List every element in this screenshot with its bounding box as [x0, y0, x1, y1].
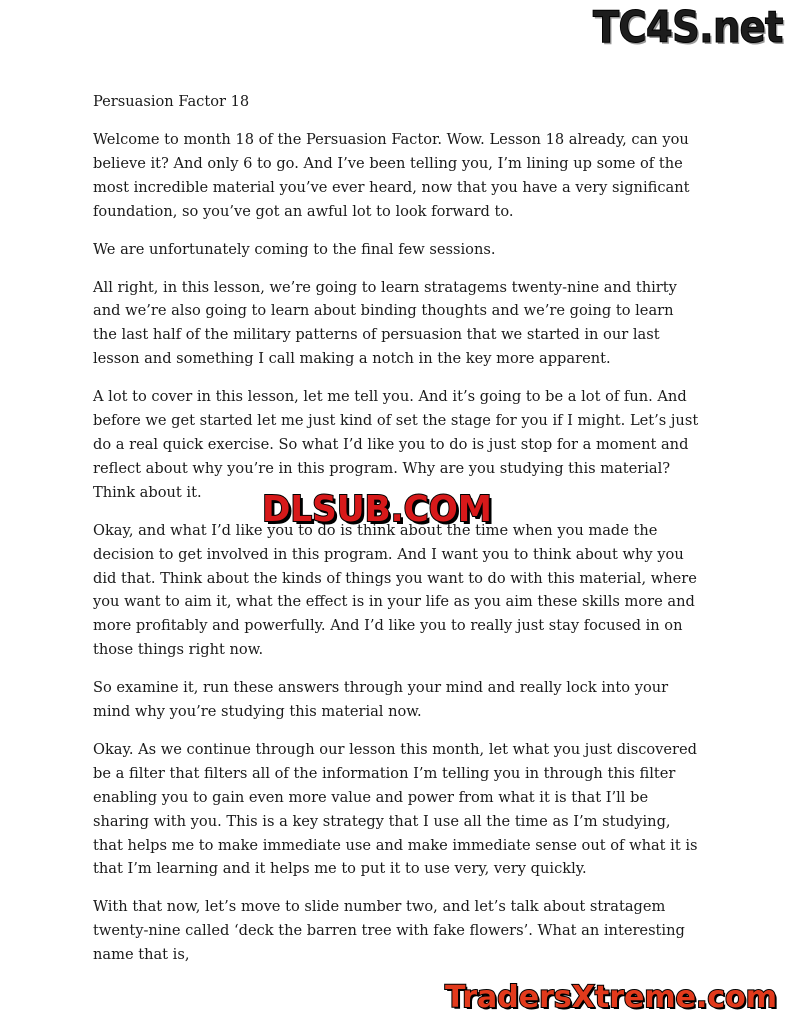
paragraph-4: A lot to cover in this lesson, let me tell you. And it’s going to be a lot of fun. And before we get started let me just kind of set the stage for you if I might. Let’s just do a real quick exercise. So what I’d like you to do is just stop for a moment and reflect about why you’re in this program. Why are you studying this material? Think about it. — [93, 388, 699, 501]
paragraph-2: We are unfortunately coming to the final few sessions. — [93, 240, 496, 258]
paragraph-6: So examine it, run these answers through your mind and really lock into your mind why you’re studying this material now. — [93, 679, 669, 721]
watermark-tc4s: TC4S.net — [593, 2, 783, 53]
watermark-tradersxtreme: TradersXtreme.com — [445, 980, 777, 1015]
watermark-dlsub: DLSUB.COM — [262, 489, 492, 530]
paragraph-8: With that now, let’s move to slide number two, and let’s talk about stratagem twenty-nine called ‘deck the barren tree with fake flowers’. What an interesting name that is, — [93, 898, 685, 964]
paragraph-5: Okay, and what I’d like you to do is think about the time when you made the decision to get involved in this program. And I want you to think about why you did that. Think about the kinds of things you want to do with this material, where you want to aim it, what the effect is in your life as you aim these skills more and more profitably and powerfully. And I’d like you to really just stay focused in on those things right now. — [93, 521, 697, 659]
document-body — [93, 90, 700, 981]
paragraph-1: Welcome to month 18 of the Persuasion Factor. Wow. Lesson 18 already, can you believe it? And only 6 to go. And I’ve been telling you, I’m lining up some of the most incredible material you’ve ever heard, now that you have a very significant foundation, so you’ve got an awful lot to look forward to. — [93, 131, 690, 220]
paragraph-3: All right, in this lesson, we’re going to learn stratagems twenty-nine and thirty and we’re also going to learn about binding thoughts and we’re going to learn the last half of the military patterns of persuasion that we started in our last lesson and something I call making a notch in the key more apparent. — [93, 278, 677, 368]
paragraph-7: Okay. As we continue through our lesson this month, let what you just discovered be a filter that filters all of the information I’m telling you in through this filter enabling you to gain even more value and power from what it is that I’ll be sharing with you. This is a key strategy that I use all the time as I’m studying, that helps me to make immediate use and make immediate sense out of what it is that I’m learning and it helps me to put it to use very, very quickly. — [93, 740, 698, 878]
document-title: Persuasion Factor 18 — [93, 93, 250, 110]
